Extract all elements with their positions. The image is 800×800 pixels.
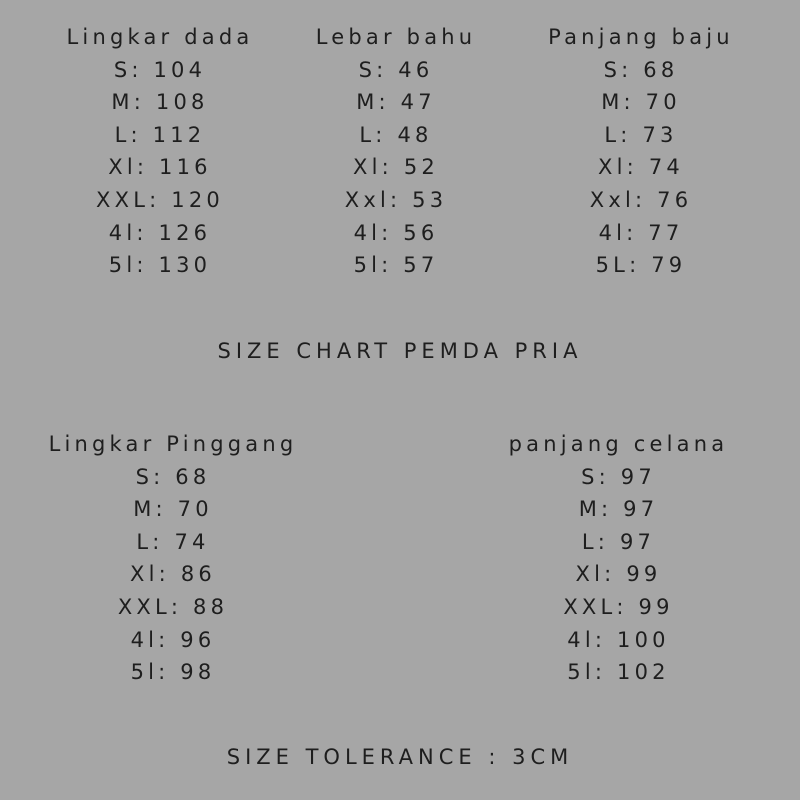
size-row: L: 112 — [114, 122, 206, 147]
size-row: M: 70 — [133, 497, 213, 522]
size-row: M: 70 — [601, 90, 681, 115]
size-row: Xxl: 53 — [344, 187, 448, 212]
size-row: L: 74 — [136, 529, 210, 554]
size-row: 4l: 96 — [130, 627, 216, 652]
size-row: Xl: 74 — [598, 155, 684, 180]
size-row: Xl: 52 — [353, 155, 439, 180]
column-header: Panjang baju — [548, 25, 734, 49]
size-row: M: 108 — [111, 90, 209, 115]
size-row: 5l: 98 — [130, 660, 216, 685]
size-row: L: 48 — [359, 122, 433, 147]
column-panjang-baju — [536, 21, 746, 282]
size-row: S: 104 — [113, 57, 207, 82]
size-row: 5l: 130 — [108, 253, 212, 278]
size-row: Xl: 99 — [575, 562, 662, 587]
size-row: Xl: 116 — [108, 155, 212, 180]
size-row: 4l: 100 — [567, 627, 670, 652]
size-row: S: 46 — [358, 57, 434, 82]
size-row: L: 97 — [581, 529, 656, 554]
column-lingkar-pinggang — [33, 428, 313, 689]
size-row: Xxl: 76 — [589, 187, 693, 212]
column-panjang-celana — [496, 428, 741, 689]
size-row: XXL: 99 — [563, 594, 674, 619]
size-row: 5L: 79 — [595, 253, 687, 278]
column-header: panjang celana — [508, 432, 729, 456]
column-lebar-bahu — [307, 21, 485, 282]
size-row: 5l: 102 — [567, 660, 670, 685]
size-row: XXL: 120 — [96, 187, 224, 212]
size-row: 4l: 77 — [598, 220, 684, 245]
size-row: 5l: 57 — [353, 253, 439, 278]
size-tolerance-note: SIZE TOLERANCE : 3CM — [226, 745, 574, 769]
column-header: Lingkar Pinggang — [48, 432, 298, 456]
size-row: S: 68 — [135, 464, 211, 489]
column-lingkar-dada — [55, 21, 265, 282]
size-row: M: 47 — [356, 90, 436, 115]
size-row: S: 68 — [603, 57, 679, 82]
size-row: L: 73 — [604, 122, 678, 147]
size-row: 4l: 126 — [108, 220, 212, 245]
size-row: Xl: 86 — [130, 562, 216, 587]
size-row: 4l: 56 — [353, 220, 439, 245]
column-header: Lingkar dada — [66, 25, 254, 49]
page-title: SIZE CHART PEMDA PRIA — [217, 339, 583, 363]
size-row: S: 97 — [581, 464, 656, 489]
column-header: Lebar bahu — [315, 25, 477, 49]
size-row: XXL: 88 — [117, 594, 229, 619]
size-row: M: 97 — [578, 497, 659, 522]
